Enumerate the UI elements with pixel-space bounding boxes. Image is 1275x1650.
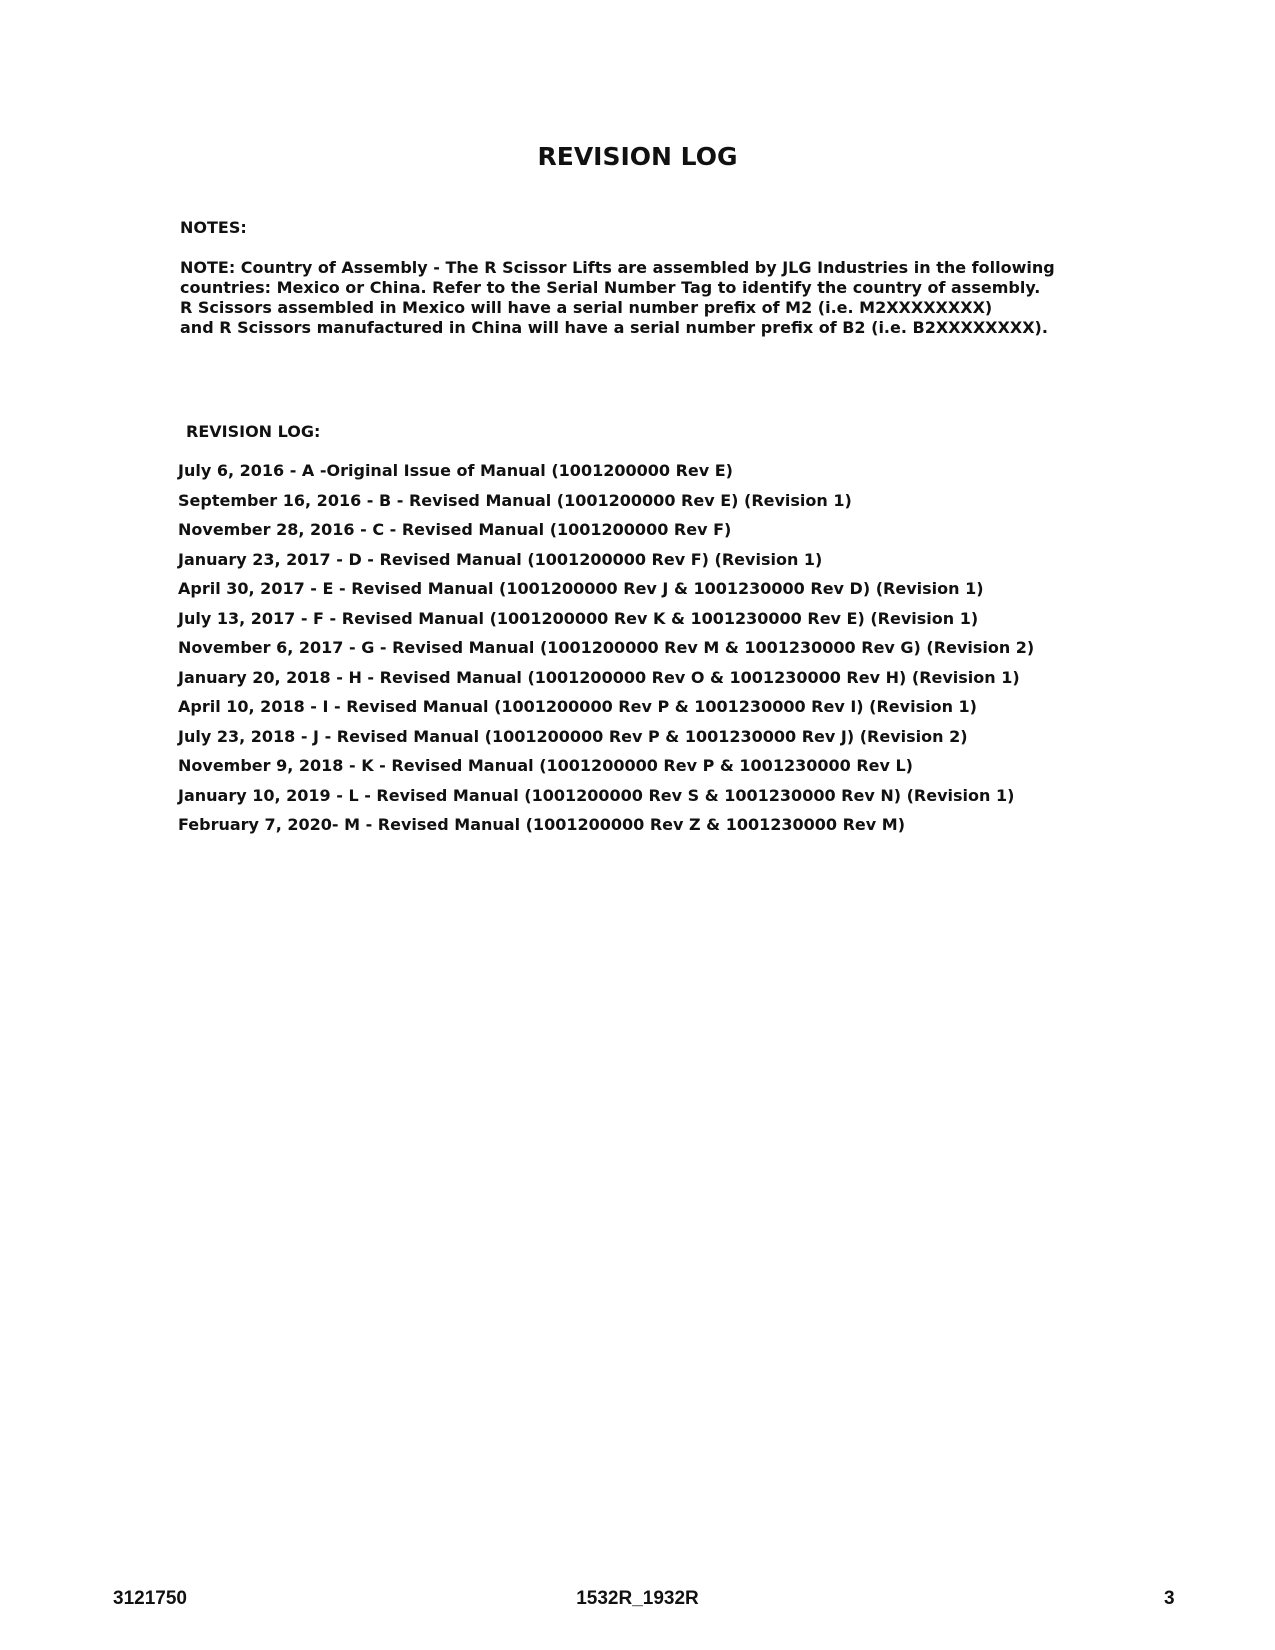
- revision-entry: November 6, 2017 - G - Revised Manual (1001200000 Rev M & 1001230000 Rev G) (Revision 2): [178, 638, 1035, 657]
- revision-entry: January 23, 2017 - D - Revised Manual (1001200000 Rev F) (Revision 1): [178, 549, 823, 569]
- notes-heading: NOTES:: [180, 218, 247, 237]
- footer-page-number: 3: [1164, 1588, 1175, 1609]
- notes-line: countries: Mexico or China. Refer to the Serial Number Tag to identify the country of assembly.: [180, 278, 1041, 297]
- revision-entry: November 9, 2018 - K - Revised Manual (1001200000 Rev P & 1001230000 Rev L): [178, 756, 913, 775]
- revision-entry: January 20, 2018 - H - Revised Manual (1001200000 Rev O & 1001230000 Rev H) (Revision 1): [178, 667, 1020, 687]
- page-title: REVISION LOG: [537, 142, 738, 171]
- revision-entry: July 13, 2017 - F - Revised Manual (1001200000 Rev K & 1001230000 Rev E) (Revision 1): [178, 608, 979, 628]
- revision-entry: April 30, 2017 - E - Revised Manual (1001200000 Rev J & 1001230000 Rev D) (Revision 1): [178, 579, 984, 598]
- notes-body: [180, 258, 1055, 338]
- revision-log-list: [178, 460, 1058, 844]
- revision-entry: January 10, 2019 - L - Revised Manual (1001200000 Rev S & 1001230000 Rev N) (Revision 1): [178, 785, 1015, 805]
- revision-entry: September 16, 2016 - B - Revised Manual (1001200000 Rev E) (Revision 1): [178, 490, 852, 510]
- notes-line: R Scissors assembled in Mexico will have a serial number prefix of M2 (i.e. M2XXXXXXXX): [180, 298, 993, 317]
- notes-line: NOTE: Country of Assembly - The R Scissor Lifts are assembled by JLG Industries in the following: [180, 258, 1055, 277]
- revision-entry: April 10, 2018 - I - Revised Manual (1001200000 Rev P & 1001230000 Rev I) (Revision 1): [178, 697, 977, 716]
- notes-line: and R Scissors manufactured in China will have a serial number prefix of B2 (i.e. B2XXXXXXXX).: [180, 318, 1048, 337]
- footer-model: 1532R_1932R: [576, 1588, 699, 1609]
- revision-entry: July 6, 2016 - A -Original Issue of Manual (1001200000 Rev E): [178, 461, 733, 480]
- revision-entry: November 28, 2016 - C - Revised Manual (1001200000 Rev F): [178, 520, 732, 539]
- revision-log-heading: REVISION LOG:: [186, 422, 321, 441]
- revision-entry: July 23, 2018 - J - Revised Manual (1001200000 Rev P & 1001230000 Rev J) (Revision 2): [178, 726, 968, 746]
- footer-document-number: 3121750: [113, 1588, 187, 1609]
- revision-entry: February 7, 2020- M - Revised Manual (1001200000 Rev Z & 1001230000 Rev M): [178, 815, 905, 834]
